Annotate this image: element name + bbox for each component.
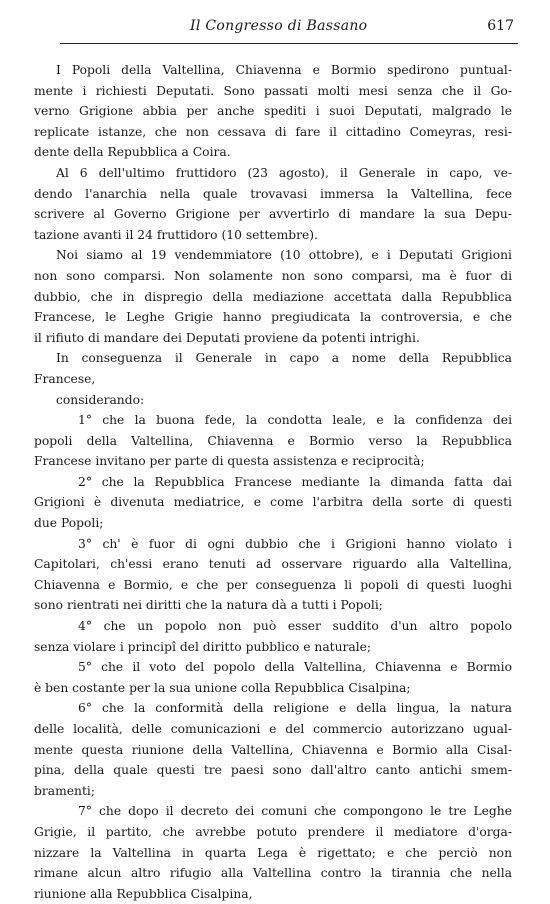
text-line: Francese, le Leghe Grigie hanno pregiudicata la controversia, e che [34,310,512,325]
text-line: bramenti; [34,783,95,798]
text-line: considerando: [56,392,145,407]
text-line: 3° ch' è fuor di ogni dubbio che i Grigioni hanno violato i [78,536,512,551]
text-line: 2° che la Repubblica Francese mediante la dimanda fatta dai [78,474,512,489]
text-line: delle località, delle comunicazioni e del commercio autorizzano ugual- [34,722,512,736]
text-line: rimane alcun altro rifugio alla Valtellina contro la tirannia che nella [34,866,512,881]
text-line: sono rientrati nei diritti che la natura dà a tutti i Popoli; [34,598,383,613]
text-line: mente questa riunione della Valtellina, Chiavenna e Bormio alla Cisal- [34,742,512,757]
text-line: tazione avanti il 24 fruttidoro (10 settembre). [34,227,318,242]
text-line: riunione alla Repubblica Cisalpina, [34,886,253,901]
text-line: nizzare la Valtellina in quarta Lega è rigettato; e che perciò non [34,845,512,860]
page-body [34,60,512,904]
text-line: Grigioni è divenuta mediatrice, e come l'arbitra della sorte di questi [34,495,512,510]
text-line: 4° che un popolo non può esser suddito d'un altro popolo [78,619,512,634]
page-header [60,18,518,40]
text-line: replicate istanze, che non cessava di fare il cittadino Comeyras, resi- [34,124,512,139]
text-line: due Popoli; [34,516,104,531]
page-number: 617 [487,18,514,34]
text-line: In conseguenza il Generale in capo a nome della Repubblica [56,351,512,366]
text-line: Francese, [34,371,96,386]
text-line: senza violare i principî del diritto pubblico e naturale; [34,639,372,654]
text-line: Francese invitano per parte di questa assistenza e reciprocità; [34,454,425,469]
text-line: Chiavenna e Bormio, e che per conseguenza li popoli di questi luoghi [34,577,512,592]
text-line: 5° che il voto del popolo della Valtellina, Chiavenna e Bormio [78,660,512,675]
text-line: Grigie, il partito, che avrebbe potuto prendere il mediatore d'orga- [34,824,512,839]
text-line: 7° che dopo il decreto dei comuni che compongono le tre Leghe [78,804,512,819]
text-line: pina, della quale questi tre paesi sono dall'altro canto antichi smem- [34,763,512,778]
text-line: popoli della Valtellina, Chiavenna e Bormio verso la Repubblica [34,433,512,448]
text-line: dubbio, che in dispregio della mediazione accettata dalla Repubblica [34,289,512,304]
text-line: dendo l'anarchia nella quale trovavasi immersa la Valtellina, fece [34,186,512,201]
text-line: Noi siamo al 19 vendemmiatore (10 ottobre), e i Deputati Grigioni [56,248,512,263]
text-line: Capitolari, ch'essi erano tenuti ad osservare riguardo alla Valtellina, [34,557,512,572]
text-line: Al 6 dell'ultimo fruttidoro (23 agosto), il Generale in capo, ve- [56,165,512,180]
text-line: I Popoli della Valtellina, Chiavenna e Bormio spedirono puntual- [56,63,512,77]
text-line: il rifiuto di mandare dei Deputati proviene da potenti intrighi. [34,330,420,345]
running-title: Il Congresso di Bassano [190,18,368,34]
text-line: dente della Repubblica a Coira. [34,145,231,160]
text-line: 6° che la conformità della religione e della lingua, la natura [78,701,512,716]
text-line: è ben costante per la sua unione colla Repubblica Cisalpina; [34,680,411,695]
text-line: 1° che la buona fede, la condotta leale, e la confidenza dei [78,413,512,428]
text-line: mente i richiesti Deputati. Sono passati molti mesi senza che il Go- [34,83,512,98]
text-line: scrivere al Governo Grigione per avvertirlo di mandare la sua Depu- [34,207,512,222]
header-rule [60,43,518,44]
text-line: non sono comparsi. Non solamente non sono comparsi, ma è fuor di [34,268,512,283]
text-line: verno Grigione abbia per anche spediti i suoi Deputati, malgrado le [34,104,512,119]
